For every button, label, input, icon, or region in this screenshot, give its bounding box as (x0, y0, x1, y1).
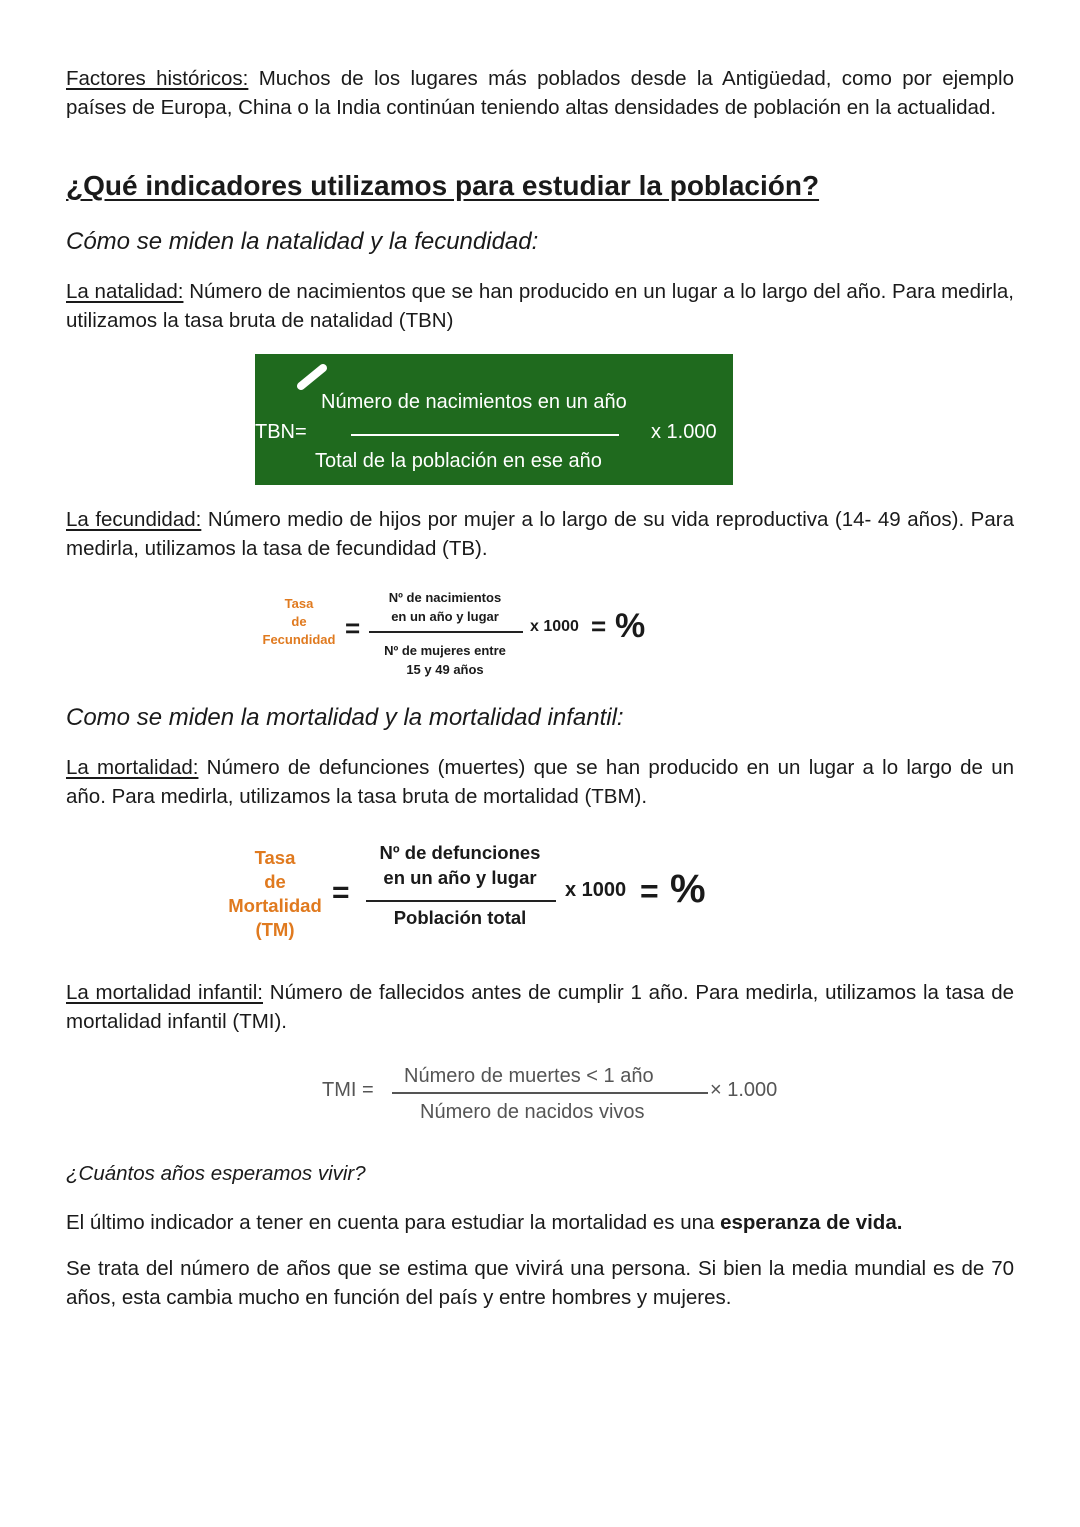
fec-numerator (367, 588, 523, 626)
paragraph-text: Número medio de hijos por mujer a lo largo de su vida reproductiva (14- 49 años). Para medirla, utilizamos la tasa de fecundidad (TB). (66, 508, 1014, 560)
pencil-icon (297, 364, 329, 390)
tmi-numerator: Número de muertes < 1 año (404, 1065, 654, 1087)
mor-lhs-line: de (264, 871, 286, 892)
tbn-formula-box (255, 354, 733, 485)
fec-numerator-line: Nº de nacimientos (388, 590, 502, 605)
fraction-bar (366, 900, 556, 902)
fec-denominator (367, 641, 523, 679)
paragraph-text: Número de fallecidos antes de cumplir 1 año. Para medirla, utilizamos la tasa de mortalidad infantil (TMI). (66, 981, 1014, 1033)
term-mortalidad: La mortalidad: (66, 756, 199, 779)
fec-denominator-line: Nº de mujeres entre (384, 643, 506, 658)
tbn-lhs: TBN= (255, 421, 307, 443)
permille-sign: % (615, 607, 646, 645)
paragraph-natalidad (66, 277, 1014, 335)
tbn-numerator: Número de nacimientos en un año (321, 391, 627, 413)
mor-lhs-line: Mortalidad (228, 895, 322, 916)
subheading-esperanza: ¿Cuántos años esperamos vivir? (66, 1162, 366, 1185)
mor-multiplier: x 1000 (565, 879, 627, 901)
paragraph-text: Muchos de los lugares más poblados desde la Antigüedad, como por ejemplo países de Europa, China o la India continúan teniendo altas densidades de población en la actualidad. (66, 67, 1014, 119)
fraction-bar (369, 631, 523, 633)
fec-lhs-line: de (291, 614, 307, 629)
fec-denominator-line: 15 y 49 años (406, 662, 484, 677)
tbn-denominator: Total de la población en ese año (315, 450, 602, 472)
term-fecundidad: La fecundidad: (66, 508, 202, 531)
tmi-multiplier: × 1.000 (710, 1079, 778, 1101)
paragraph-text: El último indicador a tener en cuenta para estudiar la mortalidad es una (66, 1211, 721, 1234)
tbn-multiplier: x 1.000 (651, 421, 717, 443)
fecundidad-formula (255, 585, 655, 685)
term-esperanza-de-vida: esperanza de vida. (720, 1211, 903, 1234)
tmi-formula (322, 1063, 802, 1129)
equals-sign: = (591, 611, 607, 641)
subheading-natalidad: Cómo se miden la natalidad y la fecundidad: (66, 228, 539, 255)
mortalidad-formula (220, 838, 720, 948)
paragraph-fecundidad (66, 505, 1014, 563)
paragraph-text: Número de nacimientos que se han producido en un lugar a lo largo del año. Para medirla, utilizamos la tasa bruta de natalidad (TBN) (66, 280, 1015, 332)
fec-multiplier: x 1000 (530, 618, 579, 635)
fec-lhs-line: Fecundidad (262, 632, 336, 647)
mor-numerator-line: en un año y lugar (383, 867, 537, 888)
mor-lhs-line: (TM) (255, 919, 295, 940)
paragraph-mortalidad-infantil (66, 978, 1014, 1036)
equals-sign: = (640, 873, 659, 909)
fec-numerator-line: en un año y lugar (391, 609, 499, 624)
paragraph-esperanza (66, 1208, 1014, 1237)
fraction-bar (351, 434, 619, 436)
term-mortalidad-infantil: La mortalidad infantil: (66, 981, 263, 1004)
fraction-bar (392, 1092, 708, 1094)
mor-numerator-line: Nº de defunciones (379, 842, 541, 863)
mor-lhs-label (220, 846, 330, 942)
term-factores-historicos: Factores históricos: (66, 67, 249, 90)
tmi-denominator: Número de nacidos vivos (420, 1101, 645, 1123)
mor-numerator (360, 840, 560, 890)
tmi-lhs: TMI = (322, 1079, 374, 1101)
mor-lhs-line: Tasa (254, 847, 296, 868)
paragraph-factores-historicos (66, 64, 1014, 122)
equals-sign: = (332, 876, 350, 909)
paragraph-mortalidad (66, 753, 1014, 811)
percent-sign: % (670, 867, 706, 911)
fec-lhs-label (255, 595, 343, 649)
equals-sign: = (345, 613, 361, 643)
subheading-mortalidad: Como se miden la mortalidad y la mortalidad infantil: (66, 704, 624, 731)
paragraph-final: Se trata del número de años que se estima que vivirá una persona. Si bien la media mundial es de 70 años, esta cambia mucho en función del país y entre hombres y mujeres. (66, 1257, 1014, 1309)
paragraph-text: Número de defunciones (muertes) que se han producido en un lugar a lo largo de un año. Para medirla, utilizamos la tasa bruta de mortalidad (TBM). (66, 756, 1014, 808)
term-natalidad: La natalidad: (66, 280, 184, 303)
mor-denominator: Población total (393, 907, 527, 928)
fec-lhs-line: Tasa (284, 596, 314, 611)
section-heading: ¿Qué indicadores utilizamos para estudiar la población? (66, 170, 820, 201)
